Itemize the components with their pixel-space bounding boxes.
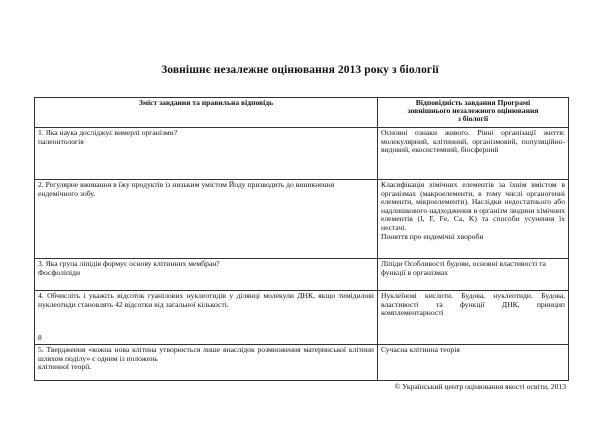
answers-table xyxy=(34,97,569,381)
answer-text: 8 xyxy=(38,333,42,343)
table-row xyxy=(35,291,569,345)
task-cell xyxy=(35,180,378,259)
header-task-content: Зміст завдання та правильна відповідь xyxy=(35,98,378,128)
answer-text: клітинної теорії. xyxy=(38,362,92,372)
question-text: 3. Яка група ліпідів формує основу клітинних мембран? xyxy=(38,259,220,268)
task-cell xyxy=(35,345,378,381)
program-text-extra: Поняття про ендемічні хвороби xyxy=(381,231,484,241)
copyright-footer: © Український центр оцінювання якості освіти, 2013 xyxy=(394,382,566,391)
task-cell xyxy=(35,128,378,180)
table-row xyxy=(35,180,569,259)
table-header-row xyxy=(35,98,569,128)
header-program-line-2: зовнішнього незалежного оцінювання xyxy=(407,106,539,116)
question-text: 5. Твердження «кожна нова клітина утворюється лише внаслідок розмноження материнської клітини шляхом поділу» є одним із положень xyxy=(38,345,374,363)
question-text: 2. Регулярне вживання в їжу продуктів із низьким умістом Йоду призводить до виникнення xyxy=(38,180,335,189)
program-cell: Сучасна клітинна теорія xyxy=(378,345,569,381)
program-cell: Нуклеїнові кислоти. Будова, нуклеотиди. Будова, властивості та функції ДНК, принцип комплементарності xyxy=(378,291,569,345)
table-row xyxy=(35,345,569,381)
question-text: 1. Яка наука досліджує вимерлі організми? xyxy=(38,128,178,137)
answer-text: ендемічного зобу. xyxy=(38,188,96,198)
document-title: Зовнішнє незалежне оцінювання 2013 року з біології xyxy=(161,64,439,76)
task-cell xyxy=(35,291,378,345)
table-row xyxy=(35,259,569,291)
program-text: Класифікація хімічних елементів за їхнім вмістом в організмах (макроелементи, в тому числі органогенні елементи, мікроелементи). Наслідки недостатнього або надлишкового надходження в організм людини хімічних елементів (I, F, Fe, Ca, K) та способи усунення їх нестачі. xyxy=(381,180,565,232)
question-text: 4. Обчисліть і укажіть відсоток гуанілових нуклеотидів у ділянці молекули ДНК, якщо тимідилові нуклеотиди становлять 42 відсотки від загальної кількості. xyxy=(38,291,374,309)
header-program-line-3: з біології xyxy=(457,114,489,124)
program-cell: Основні ознаки живого. Рівні організації життя: молекулярний, клітинний, організмовий, популяційно-видовий, екосистемний, біосферний xyxy=(378,128,569,180)
answer-text: Фосфоліпіди xyxy=(38,267,81,277)
task-cell xyxy=(35,259,378,291)
program-cell xyxy=(378,180,569,259)
header-program-line-1: Відповідність завдання Програмі xyxy=(415,98,531,107)
answer-text: палеонтологія xyxy=(38,136,84,146)
header-program-match xyxy=(378,98,569,128)
program-cell: Ліпіди Особливості будови, основні властивості та функції в організмах xyxy=(378,259,569,291)
table-row xyxy=(35,128,569,180)
